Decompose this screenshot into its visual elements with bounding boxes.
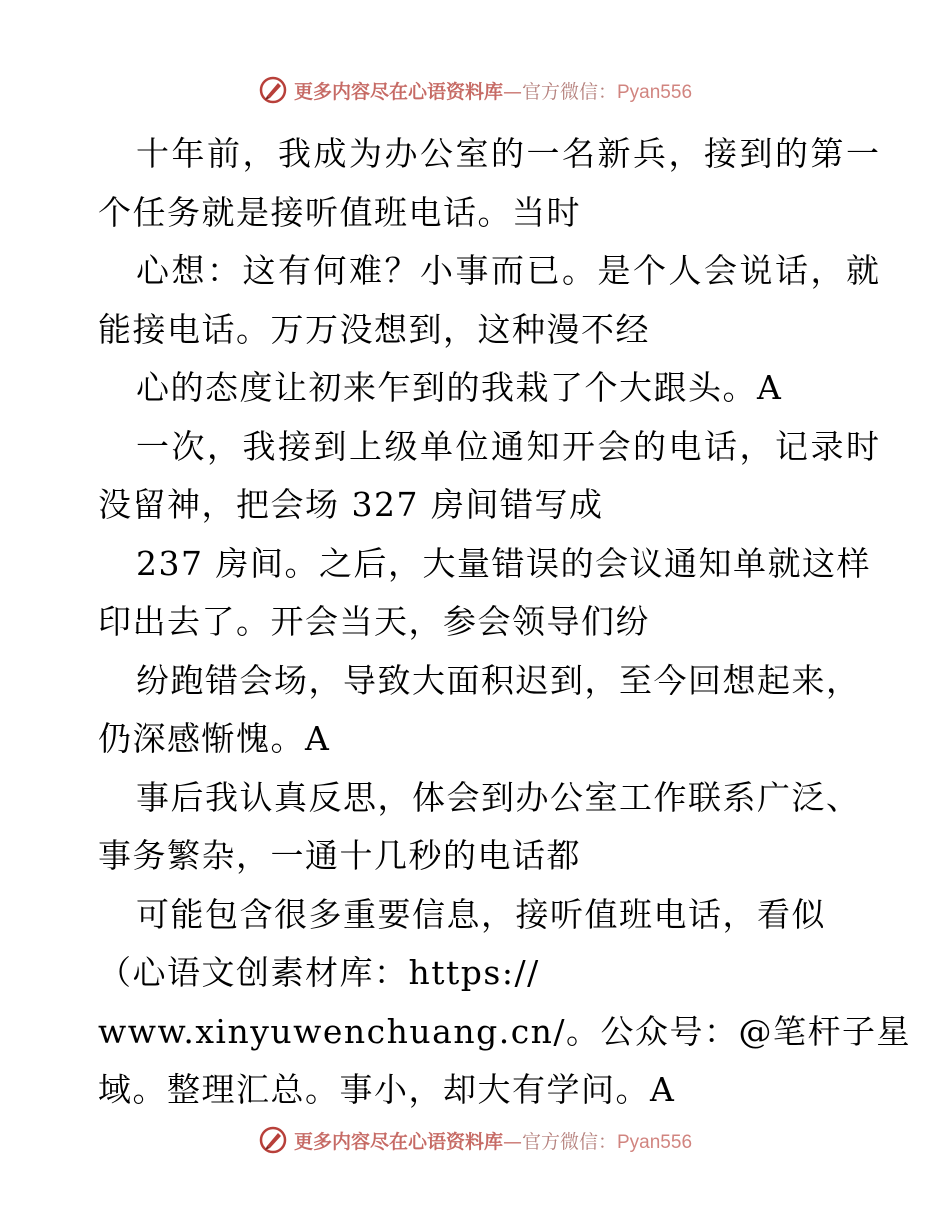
document-body — [98, 125, 912, 1120]
pen-logo-icon — [258, 1125, 288, 1155]
text-line: 个任务就是接听值班电话。当时 — [98, 192, 581, 232]
footer-watermark-text — [294, 1127, 692, 1154]
text-line: （心语文创素材库：https:// — [98, 953, 540, 992]
text-line: 事务繁杂，一通十几秒的电话都 — [98, 836, 581, 875]
text-line: 纷跑错会场，导致大面积迟到，至今回想起来， — [136, 660, 861, 700]
text-line: 能接电话。万万没想到，这种漫不经 — [98, 309, 650, 349]
header-brand: 更多内容尽在心语资料库 — [293, 80, 503, 103]
text-line: 仍深感惭愧。A — [98, 719, 331, 758]
footer-brand: 更多内容尽在心语资料库 — [293, 1130, 503, 1153]
header-wechat-id: Pyan556 — [617, 81, 693, 103]
text-line: 心的态度让初来乍到的我栽了个大跟头。A — [136, 368, 783, 407]
footer-wechat-label: 官方微信： — [521, 1130, 617, 1153]
text-line: www.xinyuwenchuang.cn/。公众号：@笔杆子星 — [98, 1011, 912, 1051]
header-wechat-label: 官方微信： — [521, 80, 617, 103]
text-line: 域。整理汇总。事小，却大有学问。A — [98, 1070, 676, 1109]
text-line: 可能包含很多重要信息，接听值班电话，看似 — [136, 894, 826, 934]
pen-logo-icon — [258, 75, 288, 105]
header-watermark-banner — [0, 70, 950, 110]
text-line: 心想：这有何难？小事而已。是个人会说话，就 — [136, 251, 882, 290]
footer-watermark-banner — [0, 1120, 950, 1160]
text-line: 一次，我接到上级单位通知开会的电话，记录时 — [136, 426, 882, 466]
text-line: 237 房间。之后，大量错误的会议通知单就这样 — [136, 543, 871, 583]
text-line: 没留神，把会场 327 房间错写成 — [98, 485, 604, 524]
footer-wechat-id: Pyan556 — [617, 1131, 693, 1153]
header-dash: — — [502, 80, 522, 103]
footer-dash: — — [502, 1130, 522, 1153]
header-watermark-text — [294, 77, 692, 104]
text-line: 印出去了。开会当天，参会领导们纷 — [98, 602, 650, 641]
text-line: 十年前，我成为办公室的一名新兵，接到的第一 — [136, 134, 882, 173]
text-line: 事后我认真反思，体会到办公室工作联系广泛、 — [136, 777, 861, 817]
